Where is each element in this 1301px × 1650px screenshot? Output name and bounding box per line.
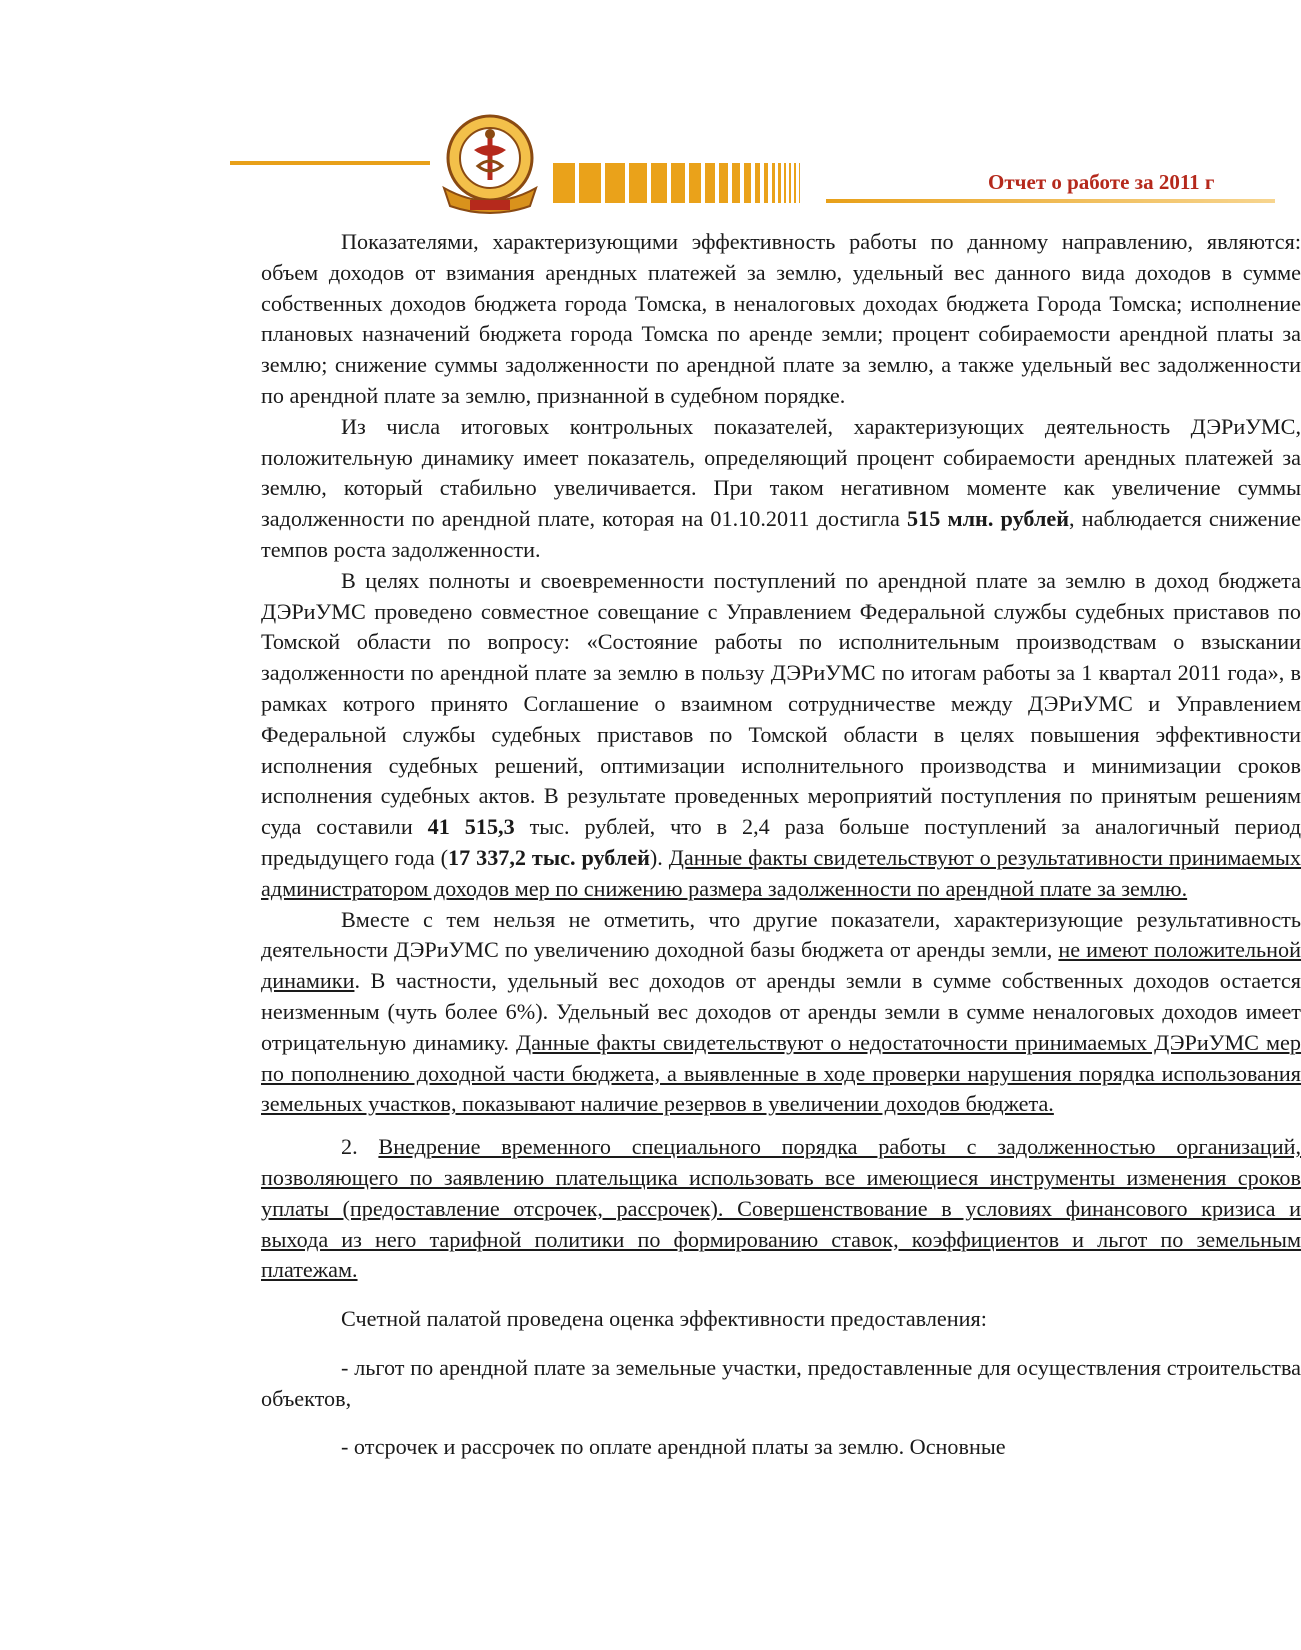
document-body: [261, 227, 1301, 1463]
paragraph-other-indicators: [261, 905, 1301, 1121]
text-span: Вместе с тем нельзя не отметить, что другие показатели, характеризующие результативность деятельности ДЭРиУМС по увеличению доходной базы бюджета от аренды земли,: [261, 906, 1301, 963]
underlined-conclusion: Данные факты свидетельствуют о результативности принимаемых администратором доходов мер по снижению размера задолженности по арендной плате за землю.: [261, 844, 1301, 901]
bold-debt-amount: 515 млн. рублей: [907, 506, 1070, 532]
paragraph-bailiffs: [261, 566, 1301, 905]
bold-previous-amount: 17 337,2 тыс. рублей: [448, 844, 650, 870]
bold-receipts-amount: 41 515,3: [427, 814, 515, 840]
text-span: Из числа итоговых контрольных показателей, характеризующих деятельность ДЭРиУМС, положительную динамику имеет показатель, определяющий процент собираемости арендных платежей за землю, который стабильно увеличивается. При таком негативном моменте как увеличение суммы задолженности по арендной плате, которая на 01.10.2011 достигла: [261, 413, 1301, 532]
paragraph-bullet-benefits: - льгот по арендной плате за земельные участки, предоставленные для осуществления строительства объектов,: [261, 1354, 1301, 1411]
text-span: В целях полноты и своевременности поступлений по арендной плате за землю в доход бюджета ДЭРиУМС проведено совместное совещание с Управлением Федеральной службы судебных приставов по Томской области по вопросу: «Состояние работы по исполнительным производствам о взыскании задолженности по арендной плате за землю в пользу ДЭРиУМС по итогам работы за 1 квартал 2011 года», в рамках котрого принято Соглашение о взаимном сотрудничестве между ДЭРиУМС и Управлением Федеральной службы судебных приставов по Томской области в целях повышения эффективности исполнения судебных решений, оптимизации исполнительного производства и минимизации сроков исполнения судебных актов. В результате проведенных мероприятий поступления по принятым решениям суда составили: [261, 567, 1301, 840]
page-header: [0, 0, 1275, 220]
underlined-item-text: Внедрение временного специального порядка работы с задолженностью организаций, позволяющего по заявлению плательщика использовать все имеющиеся инструменты изменения сроков уплаты (предоставление отсрочек, рассрочек). Совершенствование в условиях финансового кризиса и выхода из него тарифной политики по формированию ставок, коэффициентов и льгот по земельным платежам.: [261, 1134, 1301, 1283]
underlined-no-dynamics: не имеют положительной динамики: [261, 937, 1301, 994]
paragraph-dynamics: [261, 412, 1301, 566]
report-title: Отчет о работе за 2011 г: [988, 170, 1215, 194]
text-span: тыс. рублей, что в 2,4 раза больше поступлений за аналогичный период предыдущего года (: [261, 814, 1301, 870]
underlined-conclusion: Данные факты свидетельствуют о недостаточности принимаемых ДЭРиУМС мер по пополнению доходной части бюджета, а выявленные в ходе проверки нарушения порядка использования земельных участков, показывают наличие резервов в увеличении доходов бюджета.: [261, 1029, 1301, 1117]
paragraph-item-2: [261, 1132, 1301, 1286]
header-rule-right: [826, 199, 1275, 203]
paragraph-assessment: Счетной палатой проведена оценка эффективности предоставления:: [341, 1306, 987, 1332]
emblem-logo-icon: [430, 110, 550, 220]
header-rule-left: [230, 161, 430, 165]
item-number: 2.: [341, 1134, 379, 1160]
text-span: ).: [649, 844, 669, 870]
text-span: , наблюдается снижение темпов роста задолженности.: [261, 506, 1301, 562]
paragraph-bullet-deferrals: - отсрочек и рассрочек по оплате арендной платы за землю. Основные: [341, 1434, 1006, 1460]
text-span: . В частности, удельный вес доходов от аренды земли в сумме собственных доходов остается неизменным (чуть более 6%). Удельный вес доходов от аренды земли в сумме неналоговых доходов имеет отрицательную динамику.: [261, 968, 1301, 1055]
header-bars-icon: [553, 163, 833, 203]
paragraph-indicators: Показателями, характеризующими эффективность работы по данному направлению, являются: объем доходов от взимания арендных платежей за землю, удельный вес данного вида доходов в сумме собственных доходов бюджета города Томска, в неналоговых доходах бюджета Города Томска; исполнение плановых назначений бюджета города Томска по аренде земли; процент собираемости арендной платы за землю; снижение суммы задолженности по арендной плате за землю, а также удельный вес задолженности по арендной плате за землю, признанной в судебном порядке.: [261, 229, 1301, 408]
